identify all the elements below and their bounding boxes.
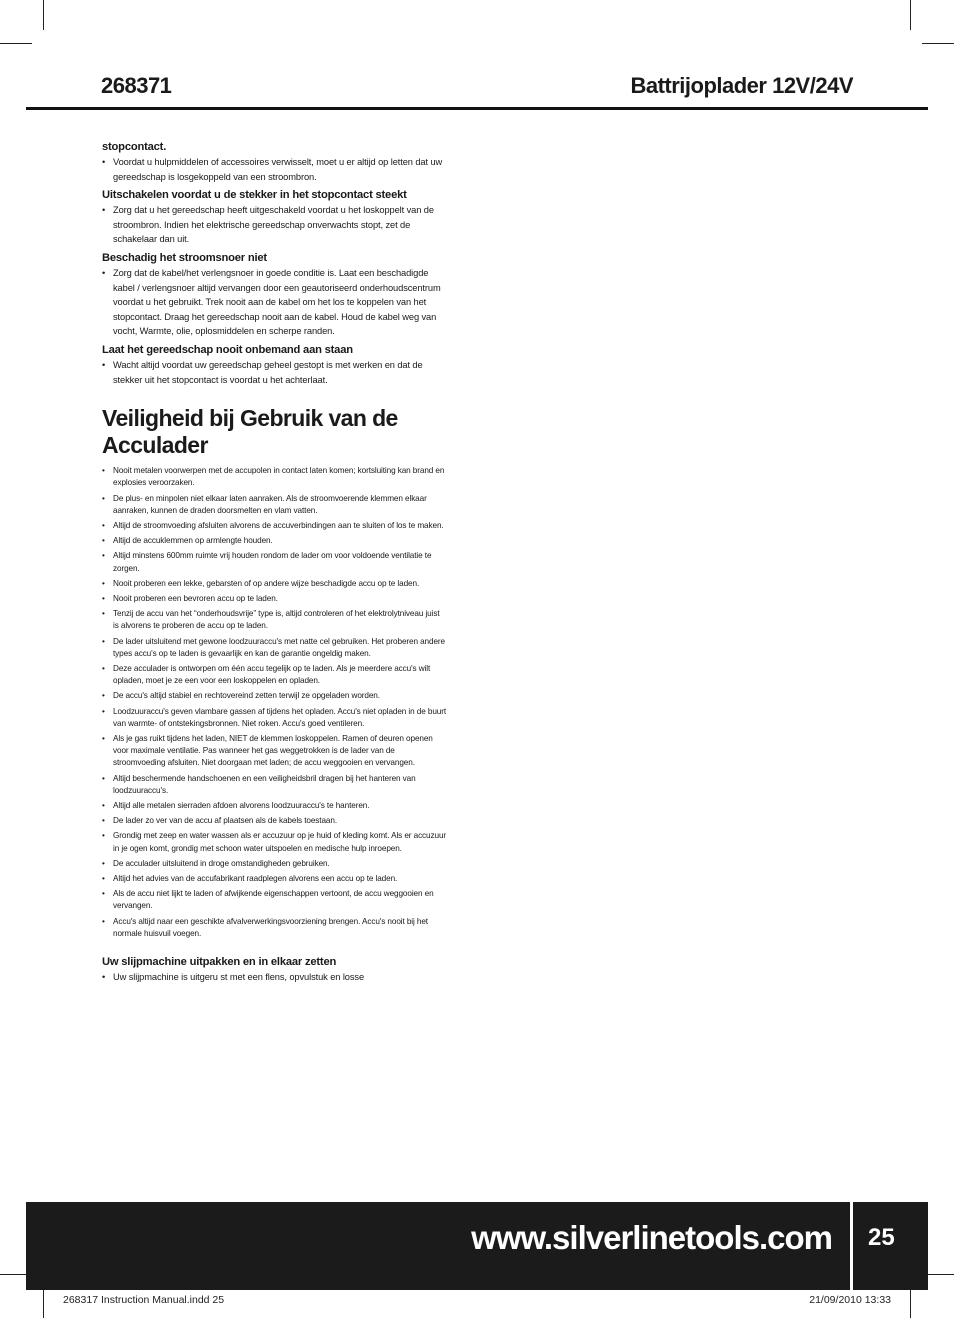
page-number: 25 xyxy=(868,1224,895,1251)
safety-bullet: • Altijd alle metalen sierraden afdoen alvorens loodzuuraccu's te hanteren. xyxy=(102,800,447,812)
subsection-heading: Laat het gereedschap nooit onbemand aan staan xyxy=(102,343,353,356)
safety-bullet: • De plus- en minpolen niet elkaar laten aanraken. Als de stroomvoerende klemmen elkaar aanraken, kunnen de draden doorsmelten en vlam vatten. xyxy=(102,493,447,517)
bullet-item: • Wacht altijd voordat uw gereedschap geheel gestopt is met werken en dat de stekker uit het stopcontact is voordat u het achterlaat. xyxy=(102,358,447,387)
website-link[interactable]: www.silverlinetools.com xyxy=(471,1219,832,1256)
safety-bullet: • De lader zo ver van de accu af plaatsen als de kabels toestaan. xyxy=(102,815,447,827)
safety-bullet: • Grondig met zeep en water wassen als er accuzuur op je huid of kleding komt. Als er accuzuur in je ogen komt, grondig met schoon water uitspoelen en medische hulp inroepen. xyxy=(102,830,447,854)
safety-bullet: • De accu's altijd stabiel en rechtovereind zetten terwijl ze opgeladen worden. xyxy=(102,690,447,702)
safety-bullet: • Nooit metalen voorwerpen met de accupolen in contact laten komen; kortsluiting kan brand en explosies veroorzaken. xyxy=(102,465,447,489)
safety-bullet: • De lader uitsluitend met gewone loodzuuraccu's met natte cel gebruiken. Het proberen andere types accu's op te laden is gevaarlijk en kan de garantie ongeldig maken. xyxy=(102,636,447,660)
safety-bullet: • Altijd de accuklemmen op armlengte houden. xyxy=(102,535,447,547)
intro-section xyxy=(102,188,447,247)
slug-filename: 268317 Instruction Manual.indd 25 xyxy=(63,1294,225,1306)
safety-bullet: • Accu's altijd naar een geschikte afvalverwerkingsvoorziening brengen. Accu's nooit bij het normale huisvuil voegen. xyxy=(102,916,447,940)
bullet-item: • Zorg dat de kabel/het verlengsnoer in goede conditie is. Laat een beschadigde kabel / verlengsnoer altijd vervangen door een geautoriseerd onderhoudscentrum voordat u het gebruikt. Trek nooit aan de kabel om het los te koppelen van het stopcontact. Draag het gereedschap nooit aan de kabel. Houd de kabel weg van vocht, Warmte, olie, oplosmiddelen en scherpe randen. xyxy=(102,266,447,339)
subsection-heading: Uw slijpmachine uitpakken en in elkaar zetten xyxy=(102,956,337,969)
safety-bullet: • Nooit proberen een bevroren accu op te laden. xyxy=(102,593,447,605)
crop-mark xyxy=(910,1288,911,1318)
crop-mark xyxy=(0,43,32,44)
bullet-item: • Voordat u hulpmiddelen of accessoires verwisselt, moet u er altijd op letten dat uw gereedschap is losgekoppeld van een stroombron. xyxy=(102,155,447,184)
crop-mark xyxy=(43,1288,44,1318)
crop-mark xyxy=(43,0,44,30)
bullet-item: • Uw slijpmachine is uitgeru st met een flens, opvulstuk en losse xyxy=(102,970,447,985)
safety-bullet: • Loodzuuraccu's geven vlambare gassen af tijdens het opladen. Accu's niet opladen in de buurt van warmte- of ontstekingsbronnen. Niet roken. Accu's goed ventileren. xyxy=(102,706,447,730)
intro-sections xyxy=(102,140,447,387)
crop-mark xyxy=(910,0,911,30)
subsection-heading: stopcontact. xyxy=(102,141,167,153)
content-column xyxy=(102,140,447,989)
unpack-section xyxy=(102,955,447,985)
intro-section xyxy=(102,343,447,387)
safety-bullet: • Altijd het advies van de accufabrikant raadplegen alvorens een accu op te laden. xyxy=(102,873,447,885)
product-code: 268371 xyxy=(101,73,172,98)
intro-section xyxy=(102,140,447,184)
intro-section xyxy=(102,251,447,339)
safety-list xyxy=(102,465,447,940)
safety-bullet: • Als de accu niet lijkt te laden of afwijkende eigenschappen vertoont, de accu weggooien en vervangen. xyxy=(102,888,447,912)
safety-bullet: • Tenzij de accu van het “onderhoudsvrije” type is, altijd controleren of het elektrolytniveau juist is alvorens te proberen de accu op te laden. xyxy=(102,608,447,632)
section-heading: Veiligheid bij Gebruik van de Acculader xyxy=(102,405,398,459)
page-title: Battrijoplader 12V/24V xyxy=(630,73,853,98)
safety-bullet: • Nooit proberen een lekke, gebarsten of op andere wijze beschadigde accu op te laden. xyxy=(102,578,447,590)
subsection-heading: Uitschakelen voordat u de stekker in het stopcontact steekt xyxy=(102,189,407,202)
subsection-heading: Beschadig het stroomsnoer niet xyxy=(102,251,267,264)
slug-timestamp: 21/09/2010 13:33 xyxy=(809,1294,891,1306)
safety-bullet: • Altijd de stroomvoeding afsluiten alvorens de accuverbindingen aan te sluiten of los te maken. xyxy=(102,520,447,532)
safety-bullet: • Altijd minstens 600mm ruimte vrij houden rondom de lader om voor voldoende ventilatie te zorgen. xyxy=(102,550,447,574)
safety-bullet: • Als je gas ruikt tijdens het laden, NIET de klemmen loskoppelen. Ramen of deuren openen voor maximale ventilatie. Pas wanneer het gas weggetrokken is de lader van de stroomvoeding afsluiten. Niet doorgaan met laden; de accu weggooien en vervangen. xyxy=(102,733,447,770)
safety-bullet: • De acculader uitsluitend in droge omstandigheden gebruiken. xyxy=(102,858,447,870)
safety-bullet: • Altijd beschermende handschoenen en een veiligheidsbril dragen bij het hanteren van loodzuuraccu's. xyxy=(102,773,447,797)
footer-bar xyxy=(26,1202,928,1290)
safety-bullet: • Deze acculader is ontworpen om één accu tegelijk op te laden. Als je meerdere accu's wilt opladen, moet je ze een voor een loskoppelen en opladen. xyxy=(102,663,447,687)
bullet-item: • Zorg dat u het gereedschap heeft uitgeschakeld voordat u het loskoppelt van de stroombron. Indien het elektrische gereedschap onverwachts stopt, zet de schakelaar dan uit. xyxy=(102,203,447,247)
crop-mark xyxy=(922,43,954,44)
header-divider xyxy=(26,107,928,110)
footer-divider xyxy=(850,1202,853,1290)
